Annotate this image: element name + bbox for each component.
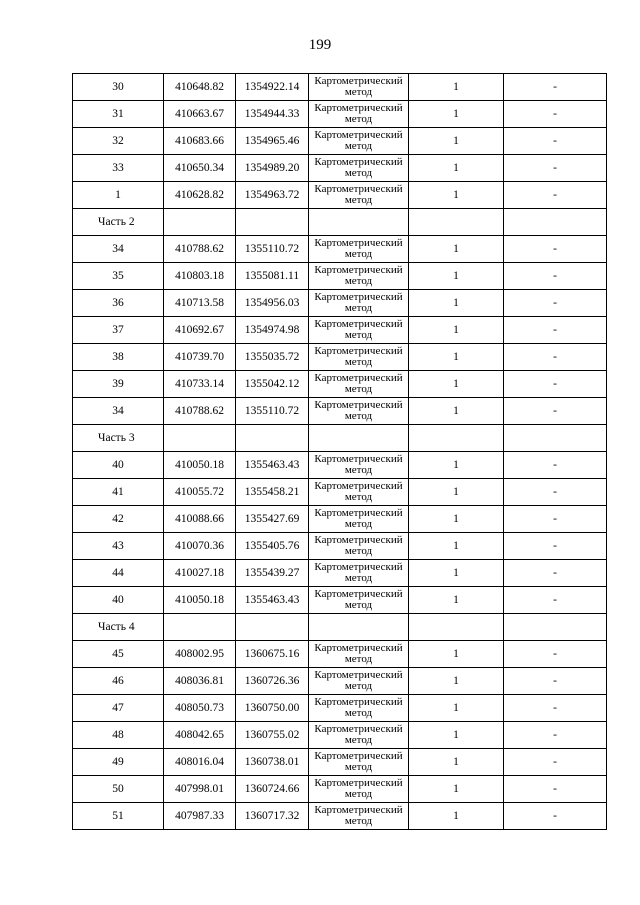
table-row bbox=[73, 776, 607, 803]
accuracy-value: 1 bbox=[409, 722, 504, 749]
method-text-line-1: Картометрический bbox=[314, 561, 403, 573]
method-text-line-2: метод bbox=[344, 734, 373, 746]
table-row bbox=[73, 479, 607, 506]
point-number: 1 bbox=[73, 182, 164, 209]
note-value: - bbox=[504, 371, 607, 398]
coord-y: 1360717.32 bbox=[236, 803, 309, 830]
empty-cell bbox=[236, 614, 309, 641]
table-row bbox=[73, 74, 607, 101]
method-text-line-1: Картометрический bbox=[314, 156, 403, 168]
point-number: 49 bbox=[73, 749, 164, 776]
table-row bbox=[73, 452, 607, 479]
coord-y: 1355463.43 bbox=[236, 452, 309, 479]
point-number: 31 bbox=[73, 101, 164, 128]
method-cell bbox=[309, 236, 409, 263]
accuracy-value: 1 bbox=[409, 506, 504, 533]
table-row bbox=[73, 668, 607, 695]
accuracy-value: 1 bbox=[409, 749, 504, 776]
coord-y: 1354922.14 bbox=[236, 74, 309, 101]
accuracy-value: 1 bbox=[409, 263, 504, 290]
note-value: - bbox=[504, 452, 607, 479]
coord-x: 407998.01 bbox=[164, 776, 236, 803]
method-cell bbox=[309, 317, 409, 344]
coord-y: 1360750.00 bbox=[236, 695, 309, 722]
coord-x: 410683.66 bbox=[164, 128, 236, 155]
coord-y: 1355405.76 bbox=[236, 533, 309, 560]
note-value: - bbox=[504, 398, 607, 425]
empty-cell bbox=[164, 209, 236, 236]
method-text-line-1: Картометрический bbox=[314, 453, 403, 465]
coord-x: 408002.95 bbox=[164, 641, 236, 668]
coord-x: 410788.62 bbox=[164, 398, 236, 425]
empty-cell bbox=[504, 209, 607, 236]
method-text-line-1: Картометрический bbox=[314, 534, 403, 546]
coord-x: 410650.34 bbox=[164, 155, 236, 182]
accuracy-value: 1 bbox=[409, 101, 504, 128]
method-text-line-2: метод bbox=[344, 86, 373, 98]
coord-y: 1354944.33 bbox=[236, 101, 309, 128]
coord-x: 410648.82 bbox=[164, 74, 236, 101]
coord-x: 410055.72 bbox=[164, 479, 236, 506]
note-value: - bbox=[504, 641, 607, 668]
table-row bbox=[73, 155, 607, 182]
empty-cell bbox=[409, 425, 504, 452]
method-cell bbox=[309, 587, 409, 614]
accuracy-value: 1 bbox=[409, 371, 504, 398]
method-text-line-2: метод bbox=[344, 167, 373, 179]
method-text-line-1: Картометрический bbox=[314, 183, 403, 195]
coord-x: 408042.65 bbox=[164, 722, 236, 749]
accuracy-value: 1 bbox=[409, 479, 504, 506]
accuracy-value: 1 bbox=[409, 344, 504, 371]
accuracy-value: 1 bbox=[409, 236, 504, 263]
method-text-line-2: метод bbox=[344, 761, 373, 773]
method-text-line-1: Картометрический bbox=[314, 750, 403, 762]
point-number: 32 bbox=[73, 128, 164, 155]
method-cell bbox=[309, 290, 409, 317]
page-number: 199 bbox=[308, 37, 332, 53]
empty-cell bbox=[236, 425, 309, 452]
coord-x: 410803.18 bbox=[164, 263, 236, 290]
accuracy-value: 1 bbox=[409, 695, 504, 722]
coordinates-table bbox=[72, 73, 607, 830]
coord-y: 1355463.43 bbox=[236, 587, 309, 614]
accuracy-value: 1 bbox=[409, 182, 504, 209]
method-text-line-1: Картометрический bbox=[314, 372, 403, 384]
note-value: - bbox=[504, 263, 607, 290]
table-row bbox=[73, 749, 607, 776]
table-row bbox=[73, 101, 607, 128]
coord-y: 1355458.21 bbox=[236, 479, 309, 506]
coord-x: 410788.62 bbox=[164, 236, 236, 263]
note-value: - bbox=[504, 749, 607, 776]
point-number: 43 bbox=[73, 533, 164, 560]
method-cell bbox=[309, 506, 409, 533]
empty-cell bbox=[309, 425, 409, 452]
method-text-line-1: Картометрический bbox=[314, 723, 403, 735]
method-text-line-2: метод bbox=[344, 464, 373, 476]
note-value: - bbox=[504, 587, 607, 614]
empty-cell bbox=[409, 209, 504, 236]
method-text-line-2: метод bbox=[344, 383, 373, 395]
method-text-line-1: Картометрический bbox=[314, 669, 403, 681]
method-text-line-1: Картометрический bbox=[314, 345, 403, 357]
point-number: 39 bbox=[73, 371, 164, 398]
method-cell bbox=[309, 101, 409, 128]
part-header-row bbox=[73, 425, 607, 452]
coord-y: 1354956.03 bbox=[236, 290, 309, 317]
coord-x: 410050.18 bbox=[164, 587, 236, 614]
method-text-line-2: метод bbox=[344, 140, 373, 152]
note-value: - bbox=[504, 722, 607, 749]
point-number: 50 bbox=[73, 776, 164, 803]
method-text-line-2: метод bbox=[344, 518, 373, 530]
accuracy-value: 1 bbox=[409, 452, 504, 479]
note-value: - bbox=[504, 101, 607, 128]
method-text-line-1: Картометрический bbox=[314, 642, 403, 654]
note-value: - bbox=[504, 506, 607, 533]
method-text-line-2: метод bbox=[344, 194, 373, 206]
note-value: - bbox=[504, 479, 607, 506]
point-number: 40 bbox=[73, 587, 164, 614]
method-cell bbox=[309, 344, 409, 371]
method-text-line-2: метод bbox=[344, 491, 373, 503]
coord-y: 1360724.66 bbox=[236, 776, 309, 803]
table-row bbox=[73, 641, 607, 668]
coord-y: 1360726.36 bbox=[236, 668, 309, 695]
method-cell bbox=[309, 722, 409, 749]
point-number: 38 bbox=[73, 344, 164, 371]
note-value: - bbox=[504, 74, 607, 101]
accuracy-value: 1 bbox=[409, 668, 504, 695]
note-value: - bbox=[504, 533, 607, 560]
coord-y: 1355042.12 bbox=[236, 371, 309, 398]
method-text-line-1: Картометрический bbox=[314, 237, 403, 249]
point-number: 34 bbox=[73, 236, 164, 263]
accuracy-value: 1 bbox=[409, 587, 504, 614]
part-label: Часть 4 bbox=[73, 614, 164, 641]
method-text-line-1: Картометрический bbox=[314, 696, 403, 708]
table-row bbox=[73, 371, 607, 398]
empty-cell bbox=[504, 425, 607, 452]
empty-cell bbox=[504, 614, 607, 641]
coord-y: 1355110.72 bbox=[236, 398, 309, 425]
method-text-line-2: метод bbox=[344, 356, 373, 368]
method-text-line-1: Картометрический bbox=[314, 588, 403, 600]
coord-x: 408036.81 bbox=[164, 668, 236, 695]
method-cell bbox=[309, 398, 409, 425]
method-text-line-2: метод bbox=[344, 410, 373, 422]
method-text-line-1: Картометрический bbox=[314, 507, 403, 519]
coord-x: 410088.66 bbox=[164, 506, 236, 533]
coord-y: 1360675.16 bbox=[236, 641, 309, 668]
coord-x: 410628.82 bbox=[164, 182, 236, 209]
method-cell bbox=[309, 776, 409, 803]
coord-x: 410027.18 bbox=[164, 560, 236, 587]
method-cell bbox=[309, 371, 409, 398]
note-value: - bbox=[504, 182, 607, 209]
note-value: - bbox=[504, 155, 607, 182]
point-number: 45 bbox=[73, 641, 164, 668]
point-number: 30 bbox=[73, 74, 164, 101]
table-row bbox=[73, 263, 607, 290]
method-text-line-2: метод bbox=[344, 599, 373, 611]
method-text-line-1: Картометрический bbox=[314, 102, 403, 114]
coord-y: 1355427.69 bbox=[236, 506, 309, 533]
method-text-line-1: Картометрический bbox=[314, 399, 403, 411]
method-text-line-2: метод bbox=[344, 329, 373, 341]
method-cell bbox=[309, 155, 409, 182]
method-text-line-2: метод bbox=[344, 653, 373, 665]
method-cell bbox=[309, 452, 409, 479]
table-row bbox=[73, 803, 607, 830]
coord-x: 410050.18 bbox=[164, 452, 236, 479]
note-value: - bbox=[504, 128, 607, 155]
point-number: 37 bbox=[73, 317, 164, 344]
note-value: - bbox=[504, 236, 607, 263]
method-text-line-1: Картометрический bbox=[314, 75, 403, 87]
note-value: - bbox=[504, 290, 607, 317]
method-text-line-2: метод bbox=[344, 572, 373, 584]
coord-y: 1360755.02 bbox=[236, 722, 309, 749]
method-text-line-1: Картометрический bbox=[314, 777, 403, 789]
coord-x: 410733.14 bbox=[164, 371, 236, 398]
coord-x: 410663.67 bbox=[164, 101, 236, 128]
empty-cell bbox=[409, 614, 504, 641]
coord-x: 407987.33 bbox=[164, 803, 236, 830]
accuracy-value: 1 bbox=[409, 317, 504, 344]
table-row bbox=[73, 533, 607, 560]
method-text-line-2: метод bbox=[344, 680, 373, 692]
empty-cell bbox=[164, 614, 236, 641]
point-number: 40 bbox=[73, 452, 164, 479]
table-body bbox=[73, 74, 607, 830]
method-text-line-1: Картометрический bbox=[314, 264, 403, 276]
empty-cell bbox=[309, 614, 409, 641]
accuracy-value: 1 bbox=[409, 803, 504, 830]
table-row bbox=[73, 587, 607, 614]
point-number: 42 bbox=[73, 506, 164, 533]
table-row bbox=[73, 182, 607, 209]
table-row bbox=[73, 695, 607, 722]
method-text-line-2: метод bbox=[344, 248, 373, 260]
coord-y: 1355081.11 bbox=[236, 263, 309, 290]
coord-y: 1360738.01 bbox=[236, 749, 309, 776]
part-header-row bbox=[73, 209, 607, 236]
empty-cell bbox=[236, 209, 309, 236]
method-text-line-1: Картометрический bbox=[314, 318, 403, 330]
coord-y: 1354963.72 bbox=[236, 182, 309, 209]
method-cell bbox=[309, 263, 409, 290]
point-number: 48 bbox=[73, 722, 164, 749]
method-text-line-2: метод bbox=[344, 275, 373, 287]
accuracy-value: 1 bbox=[409, 398, 504, 425]
method-text-line-2: метод bbox=[344, 545, 373, 557]
point-number: 51 bbox=[73, 803, 164, 830]
method-cell bbox=[309, 182, 409, 209]
table-row bbox=[73, 560, 607, 587]
table-row bbox=[73, 290, 607, 317]
method-cell bbox=[309, 533, 409, 560]
method-text-line-1: Картометрический bbox=[314, 291, 403, 303]
method-text-line-2: метод bbox=[344, 815, 373, 827]
method-text-line-2: метод bbox=[344, 113, 373, 125]
note-value: - bbox=[504, 317, 607, 344]
method-text-line-1: Картометрический bbox=[314, 804, 403, 816]
coord-y: 1355110.72 bbox=[236, 236, 309, 263]
coord-y: 1354965.46 bbox=[236, 128, 309, 155]
method-text-line-2: метод bbox=[344, 788, 373, 800]
coord-x: 408050.73 bbox=[164, 695, 236, 722]
method-cell bbox=[309, 695, 409, 722]
note-value: - bbox=[504, 560, 607, 587]
point-number: 36 bbox=[73, 290, 164, 317]
coord-x: 410070.36 bbox=[164, 533, 236, 560]
empty-cell bbox=[309, 209, 409, 236]
coord-y: 1354974.98 bbox=[236, 317, 309, 344]
empty-cell bbox=[164, 425, 236, 452]
accuracy-value: 1 bbox=[409, 641, 504, 668]
accuracy-value: 1 bbox=[409, 560, 504, 587]
table-row bbox=[73, 344, 607, 371]
method-cell bbox=[309, 641, 409, 668]
method-cell bbox=[309, 668, 409, 695]
part-label: Часть 3 bbox=[73, 425, 164, 452]
table-row bbox=[73, 128, 607, 155]
accuracy-value: 1 bbox=[409, 155, 504, 182]
note-value: - bbox=[504, 344, 607, 371]
note-value: - bbox=[504, 803, 607, 830]
method-text-line-2: метод bbox=[344, 707, 373, 719]
coord-x: 408016.04 bbox=[164, 749, 236, 776]
point-number: 35 bbox=[73, 263, 164, 290]
point-number: 33 bbox=[73, 155, 164, 182]
method-text-line-2: метод bbox=[344, 302, 373, 314]
point-number: 46 bbox=[73, 668, 164, 695]
accuracy-value: 1 bbox=[409, 776, 504, 803]
coord-y: 1355035.72 bbox=[236, 344, 309, 371]
method-cell bbox=[309, 560, 409, 587]
point-number: 44 bbox=[73, 560, 164, 587]
accuracy-value: 1 bbox=[409, 128, 504, 155]
coord-y: 1355439.27 bbox=[236, 560, 309, 587]
method-cell bbox=[309, 803, 409, 830]
point-number: 41 bbox=[73, 479, 164, 506]
coord-x: 410713.58 bbox=[164, 290, 236, 317]
coord-x: 410739.70 bbox=[164, 344, 236, 371]
accuracy-value: 1 bbox=[409, 290, 504, 317]
table-row bbox=[73, 236, 607, 263]
note-value: - bbox=[504, 776, 607, 803]
accuracy-value: 1 bbox=[409, 533, 504, 560]
part-label: Часть 2 bbox=[73, 209, 164, 236]
table-row bbox=[73, 398, 607, 425]
note-value: - bbox=[504, 695, 607, 722]
table-row bbox=[73, 506, 607, 533]
method-cell bbox=[309, 74, 409, 101]
table-row bbox=[73, 722, 607, 749]
part-header-row bbox=[73, 614, 607, 641]
note-value: - bbox=[504, 668, 607, 695]
method-text-line-1: Картометрический bbox=[314, 129, 403, 141]
coord-x: 410692.67 bbox=[164, 317, 236, 344]
method-cell bbox=[309, 128, 409, 155]
accuracy-value: 1 bbox=[409, 74, 504, 101]
coord-y: 1354989.20 bbox=[236, 155, 309, 182]
point-number: 47 bbox=[73, 695, 164, 722]
table-row bbox=[73, 317, 607, 344]
point-number: 34 bbox=[73, 398, 164, 425]
method-cell bbox=[309, 749, 409, 776]
method-text-line-1: Картометрический bbox=[314, 480, 403, 492]
method-cell bbox=[309, 479, 409, 506]
